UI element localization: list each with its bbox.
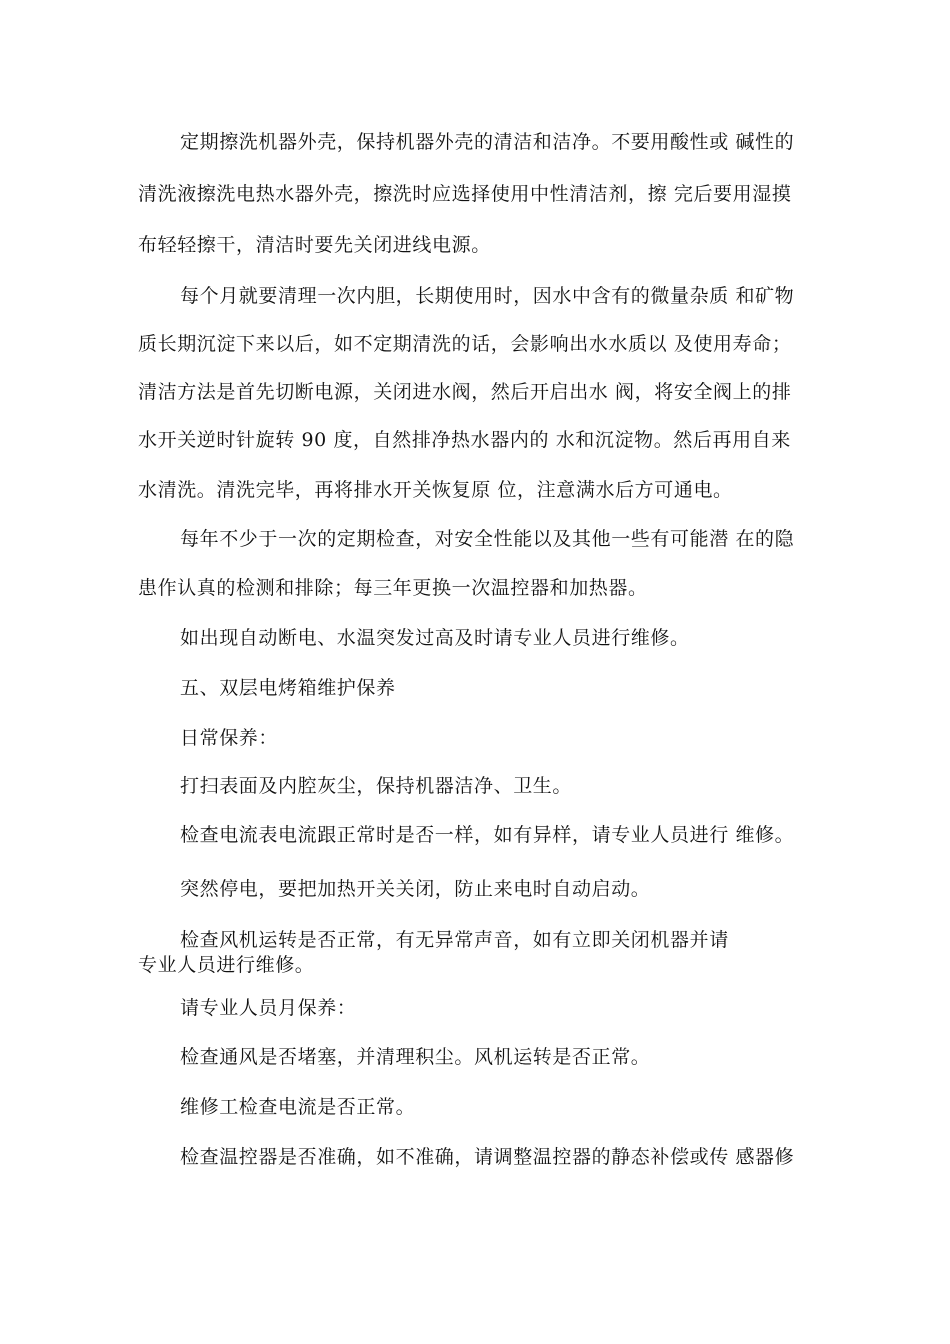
paragraph-line: 突然停电，要把加热开关关闭，防止来电时自动启动。 xyxy=(180,878,651,900)
subheading: 日常保养： xyxy=(180,727,279,749)
paragraph-line: 打扫表面及内腔灰尘，保持机器洁净、卫生。 xyxy=(180,775,573,797)
paragraph-line: 维修工检查电流是否正常。 xyxy=(180,1096,416,1118)
paragraph-line: 患作认真的检测和排除；每三年更换一次温控器和加热器。 xyxy=(138,577,648,599)
paragraph-line: 检查通风是否堵塞，并清理积尘。风机运转是否正常。 xyxy=(180,1046,651,1068)
paragraph-line: 每年不少于一次的定期检查，对安全性能以及其他一些有可能潜 在的隐 xyxy=(180,528,795,550)
paragraph-line: 质长期沉淀下来以后，如不定期清洗的话，会影响出水水质以 及使用寿命； xyxy=(138,333,792,355)
paragraph-line: 水开关逆时针旋转 90 度，自然排净热水器内的 水和沉淀物。然后再用自来 xyxy=(138,429,791,451)
paragraph-line: 水清洗。清洗完毕，再将排水开关恢复原 位，注意满水后方可通电。 xyxy=(138,479,733,501)
paragraph-line: 如出现自动断电、水温突发过高及时请专业人员进行维修。 xyxy=(180,627,690,649)
paragraph-line: 定期擦洗机器外壳，保持机器外壳的清洁和洁净。不要用酸性或 碱性的 xyxy=(180,131,795,153)
paragraph-line: 清洗液擦洗电热水器外壳，擦洗时应选择使用中性清洁剂，擦 完后要用湿摸 xyxy=(138,183,792,205)
paragraph-line: 专业人员进行维修。 xyxy=(138,954,315,976)
paragraph-line: 检查风机运转是否正常，有无异常声音，如有立即关闭机器并请 xyxy=(180,929,729,951)
paragraph-line: 布轻轻擦干，清洁时要先关闭进线电源。 xyxy=(138,234,491,256)
paragraph-line: 每个月就要清理一次内胆，长期使用时，因水中含有的微量杂质 和矿物 xyxy=(180,285,795,307)
paragraph-line: 检查温控器是否准确，如不准确，请调整温控器的静态补偿或传 感器修 xyxy=(180,1146,795,1168)
paragraph-line: 清洁方法是首先切断电源，关闭进水阀，然后开启出水 阀，将安全阀上的排 xyxy=(138,381,792,403)
subheading: 请专业人员月保养： xyxy=(180,997,357,1019)
section-heading: 五、双层电烤箱维护保养 xyxy=(180,677,396,699)
paragraph-line: 检查电流表电流跟正常时是否一样，如有异样，请专业人员进行 维修。 xyxy=(180,824,795,846)
